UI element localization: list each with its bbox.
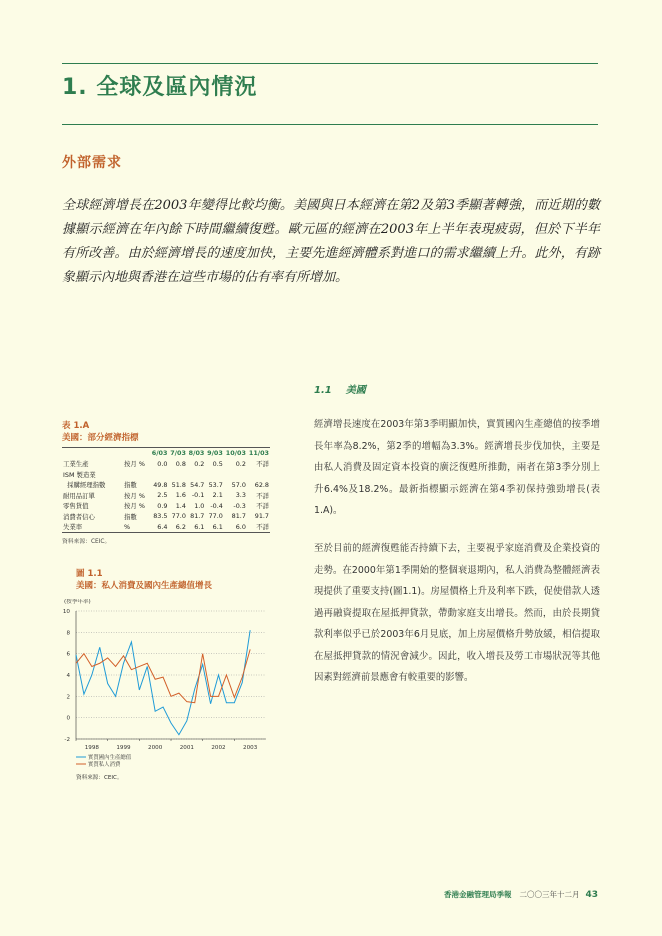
y-axis-label: (按季年率) <box>64 599 91 605</box>
x-tick-label: 2003 <box>243 745 258 751</box>
table-source: 資料來源：CEIC。 <box>62 539 111 545</box>
table-row <box>62 480 270 491</box>
row-unit <box>120 469 150 480</box>
table-cell: -0.4 <box>210 501 223 510</box>
row-unit: 按月 % <box>124 460 145 469</box>
row-unit: % <box>124 522 131 531</box>
column-header: 7/03 <box>170 449 186 458</box>
body-paragraph: 經濟增長速度在2003年第3季明顯加快，實質國內生產總值的按季增長年率為8.2%，第2季的增幅為3.3%。經濟增長步伐加快，主要是由私人消費及固定資本投資的廣泛復甦所推動，兩者在第3季分別上升6.4%及18.2%。最新指標顯示經濟在第4季初保持強勁增長(表1.A)。 <box>314 419 600 516</box>
table-cell <box>247 469 270 480</box>
table-cell: 54.7 <box>190 480 205 489</box>
column-header: 11/03 <box>248 449 269 458</box>
table-cell: 1.6 <box>175 491 186 500</box>
table-cell: 不詳 <box>256 502 269 511</box>
y-tick-label: 0 <box>66 715 70 722</box>
subsection-heading <box>314 381 380 396</box>
column-header: 6/03 <box>151 449 168 458</box>
chart-1-1 <box>62 567 274 781</box>
row-label: 消費者信心 <box>63 512 95 521</box>
top-rule <box>62 63 598 64</box>
table-cell: 6.1 <box>194 522 205 531</box>
table-row <box>62 511 270 522</box>
table-cell: 1.0 <box>194 501 205 510</box>
table-cell: 53.7 <box>208 480 223 489</box>
table-cell: 77.0 <box>171 512 186 521</box>
chapter-title: 1. 全球及區內情況 <box>62 75 258 100</box>
legend-label: 實質國內生產總值 <box>88 755 132 761</box>
table-row <box>62 522 270 533</box>
table-cell: 不詳 <box>256 523 269 532</box>
row-unit: 按月 % <box>124 502 145 511</box>
y-tick-label: 6 <box>66 651 70 658</box>
table-cell: 不詳 <box>256 460 269 469</box>
table-cell: 0.5 <box>212 459 223 468</box>
y-tick-label: 2 <box>66 694 70 701</box>
table-cell: 0.9 <box>157 501 168 510</box>
table-cell <box>187 469 205 480</box>
row-label: 零售貨值 <box>63 502 89 511</box>
table-cell: 0.0 <box>157 459 168 468</box>
table-cell: 49.8 <box>153 480 168 489</box>
section-heading: 外部需求 <box>62 155 122 171</box>
x-tick-label: 2002 <box>211 745 226 751</box>
table-1a <box>62 419 270 545</box>
table-cell: 6.2 <box>175 522 186 531</box>
table-cell <box>224 469 247 480</box>
table-cell: 83.5 <box>153 512 168 521</box>
table-cell <box>205 469 223 480</box>
row-label: 耐用品訂單 <box>63 491 95 500</box>
row-label: 失業率 <box>63 523 83 532</box>
body-paragraph: 至於目前的經濟復甦能否持續下去，主要視乎家庭消費及企業投資的走勢。在2000年第1季開始的整個衰退期內，私人消費為整體經濟表現提供了重要支持(圖1.1)。房屋價格上升及利率下跌，促使借款人透過再融資提取在屋抵押貸款，帶動家庭支出增長。然而，由於長期貸款利率似乎已於2003年6月見底，加上房屋價格升勢放緩，相信提取在屋抵押貸款的情況會減少。因此，收入增長及勞工市場狀況等其他因素對經濟前景應會有較重要的影響。 <box>314 543 600 683</box>
column-header: 9/03 <box>207 449 223 458</box>
subsection-title: 美國 <box>345 385 366 396</box>
x-tick-label: 1998 <box>84 745 99 751</box>
table-title: 美國：部分經濟指標 <box>62 433 139 443</box>
table-row <box>62 459 270 470</box>
table-cell <box>150 469 168 480</box>
publication-name: 香港金融管理局季報 <box>443 890 512 899</box>
intro-paragraph: 全球經濟增長在2003年變得比較均衡。美國與日本經濟在第2及第3季顯著轉強，而近期的數據顯示經濟在年內餘下時間繼續復甦。歐元區的經濟在2003年上半年表現疲弱，但於下半年有所改善。由於經濟增長的速度加快，主要先進經濟體系對進口的需求繼續上升。此外，有跡象顯示內地與香港在這些市場的佔有率有所增加。 <box>62 198 600 285</box>
legend-label: 實質私人消費 <box>88 762 121 768</box>
table-cell <box>168 469 186 480</box>
table-header-row <box>62 448 270 459</box>
row-unit: 按月 % <box>124 491 145 500</box>
chart-label: 圖 1.1 <box>76 569 103 579</box>
table-cell: 1.4 <box>175 501 186 510</box>
table-cell: 57.0 <box>231 480 246 489</box>
row-label: ISM 製造業 <box>63 470 96 479</box>
table-cell: 0.2 <box>235 459 246 468</box>
chart-source: 資料來源：CEIC。 <box>76 775 123 781</box>
chart-title: 美國：私人消費及國內生產總值增長 <box>76 581 213 591</box>
column-header: 10/03 <box>225 449 246 458</box>
table-cell: -0.1 <box>191 491 205 500</box>
table-cell: 0.2 <box>194 459 205 468</box>
line-chart <box>62 599 274 799</box>
row-label: 採購經理指數 <box>63 481 106 490</box>
issue-date: 二〇〇三年十二月 <box>519 890 580 899</box>
row-label: 工業生產 <box>63 460 89 469</box>
row-unit: 指數 <box>124 481 137 490</box>
table-cell: 2.1 <box>212 491 223 500</box>
column-header: 8/03 <box>188 449 205 458</box>
table-row <box>62 501 270 512</box>
table-label: 表 1.A <box>62 421 90 431</box>
table-row <box>62 490 270 501</box>
table-cell: 6.0 <box>235 522 246 531</box>
table-cell: -0.3 <box>233 501 246 510</box>
table-cell: 6.1 <box>212 522 223 531</box>
table-cell: 51.8 <box>171 480 186 489</box>
table-cell: 不詳 <box>256 491 269 500</box>
indicators-table <box>62 448 270 532</box>
x-tick-label: 2001 <box>179 745 194 751</box>
table-cell: 2.5 <box>157 491 168 500</box>
table-cell: 81.7 <box>231 512 246 521</box>
table-cell: 81.7 <box>190 512 205 521</box>
table-row <box>62 469 270 480</box>
table-cell: 0.8 <box>175 459 186 468</box>
y-tick-label: -2 <box>64 737 70 743</box>
y-tick-label: 10 <box>62 609 70 615</box>
subsection-number: 1.1 <box>314 385 332 396</box>
y-tick-label: 4 <box>66 673 70 679</box>
table-cell: 3.3 <box>235 491 246 500</box>
table-cell: 62.8 <box>254 480 269 489</box>
table-cell: 91.7 <box>254 512 269 521</box>
x-tick-label: 2000 <box>148 745 163 751</box>
x-tick-label: 1999 <box>116 745 131 751</box>
title-rule <box>62 124 598 125</box>
page-number: 43 <box>585 890 598 900</box>
table-bottom-rule <box>62 532 270 533</box>
y-tick-label: 8 <box>66 630 70 637</box>
table-cell: 6.4 <box>157 522 168 531</box>
table-cell: 77.0 <box>208 512 223 521</box>
footer <box>444 889 598 900</box>
row-unit: 指數 <box>124 512 137 521</box>
